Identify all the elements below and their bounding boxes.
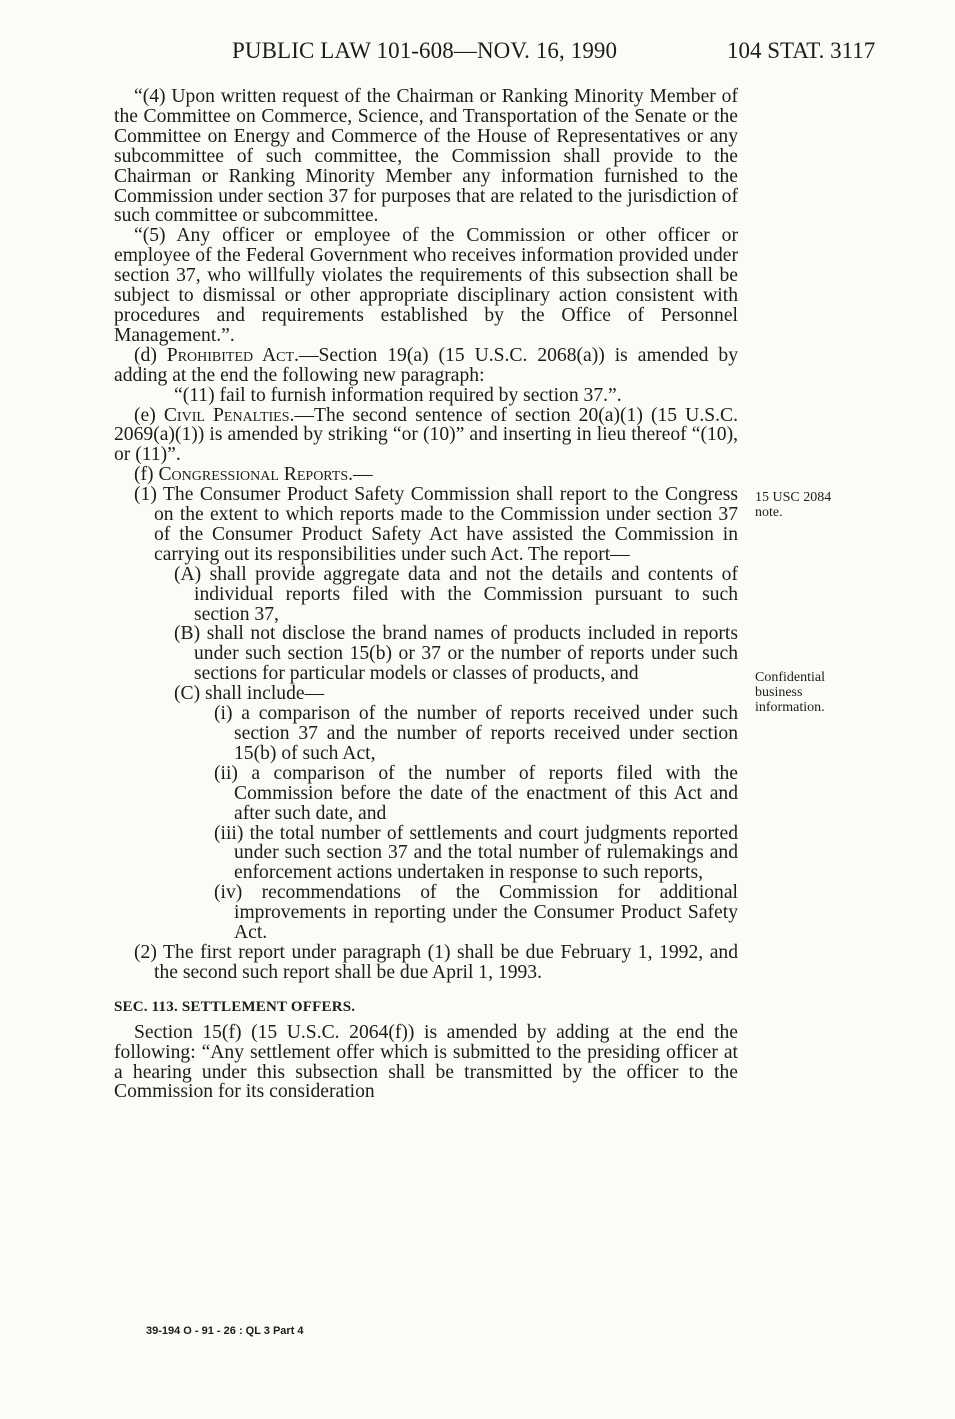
clause-iv: (iv) recommendations of the Commission for additional improvements in reporting under the Consumer Product Safety Act. [214,882,738,944]
margin-note-usc-line2: note. [755,505,783,520]
paragraph-4: “(4) Upon written request of the Chairman or Ranking Minority Member of the Committee on Commerce, Science, and Transportation of the Senate or the Committee on Energy and Commerce of the House of Representatives or any subcommittee of such committee, the Commission shall provide to the Chairman or Ranking Minority Member any information furnished to the Commission under section 37 for purposes that are related to the jurisdiction of such committee or subcommittee. [114,86,738,227]
margin-note-confidential-line2: business [755,685,803,700]
running-header-title: PUBLIC LAW 101-608—NOV. 16, 1990 [232,38,618,63]
subsection-d-label: (d) [134,344,167,366]
statute-page-number: 104 STAT. 3117 [727,38,876,63]
margin-note-confidential-line1: Confidential [755,670,825,685]
subsection-f-dash: — [353,464,373,486]
subsection-d-quote: “(11) fail to furnish information required by section 37.”. [174,384,622,406]
subsection-e-heading: Civil Penalties. [163,404,295,426]
subparagraph-c: (C) shall include— [174,683,325,705]
margin-note-confidential-line3: information. [755,700,825,715]
clause-i: (i) a comparison of the number of reports received under such section 37 and the number of reports received under section 15(b) of such Act, [214,703,738,764]
subsection-d-heading: Prohibited Act. [166,344,299,366]
section-113-heading: SEC. 113. SETTLEMENT OFFERS. [114,998,356,1015]
subparagraph-b: (B) shall not disclose the brand names of products included in reports under such section 15(b) or 37 or the number of reports under such sections for particular models or classes of products, and [174,623,738,685]
subsection-f-paragraph-2: (2) The first report under paragraph (1) shall be due February 1, 1992, and the second such report shall be due April 1, 1993. [134,941,738,983]
paragraph-5: “(5) Any officer or employee of the Commission or other officer or employee of the Federal Government who receives information provided under section 37, who willfully violates the requirements of this subsection shall be subject to dismissal or other appropriate disciplinary action consistent with procedures and requirements established by the Office of Personnel Management.”. [114,225,738,346]
subsection-e-label: (e) [134,404,164,426]
body-text [114,87,738,1102]
margin-note-usc [755,490,865,520]
subsection-e-text: —The second sentence of section 20(a)(1) (15 U.S.C. 2069(a)(1)) is amended by striking “or (10)” and inserting in lieu thereof “(10), or (11)”. [114,404,738,466]
clause-ii: (ii) a comparison of the number of reports filed with the Commission before the date of the enactment of this Act and after such date, and [214,762,738,824]
margin-note-confidential [755,670,865,715]
subsection-d-text: —Section 19(a) (15 U.S.C. 2068(a)) is amended by adding at the end the following new paragraph: [114,344,738,386]
subsection-f [114,465,738,485]
subsection-f-label: (f) [134,464,159,486]
subparagraph-a: (A) shall provide aggregate data and not the details and contents of individual reports filed with the Commission pursuant to such section 37, [174,563,738,625]
subsection-d [114,346,738,386]
clause-iii: (iii) the total number of settlements and court judgments reported under such section 37 and the total number of rulemakings and enforcement actions undertaken in response to such reports, [214,822,738,884]
subsection-f-heading: Congressional Reports. [158,464,354,486]
section-113-text: Section 15(f) (15 U.S.C. 2064(f)) is amended by adding at the end the following: “Any settlement offer which is submitted to the presiding officer at a hearing under this subsection shall be transmitted by the officer to the Commission for its consideration [114,1021,738,1103]
margin-note-usc-line1: 15 USC 2084 [755,490,832,505]
subsection-e [114,406,738,466]
subsection-f-paragraph-1: (1) The Consumer Product Safety Commission shall report to the Congress on the extent to which reports made to the Commission under section 37 of the Consumer Product Safety Act have assisted the Commission in carrying out its responsibilities under such Act. The report— [134,484,738,565]
gpo-footer-code: 39-194 O - 91 - 26 : QL 3 Part 4 [146,1325,304,1337]
